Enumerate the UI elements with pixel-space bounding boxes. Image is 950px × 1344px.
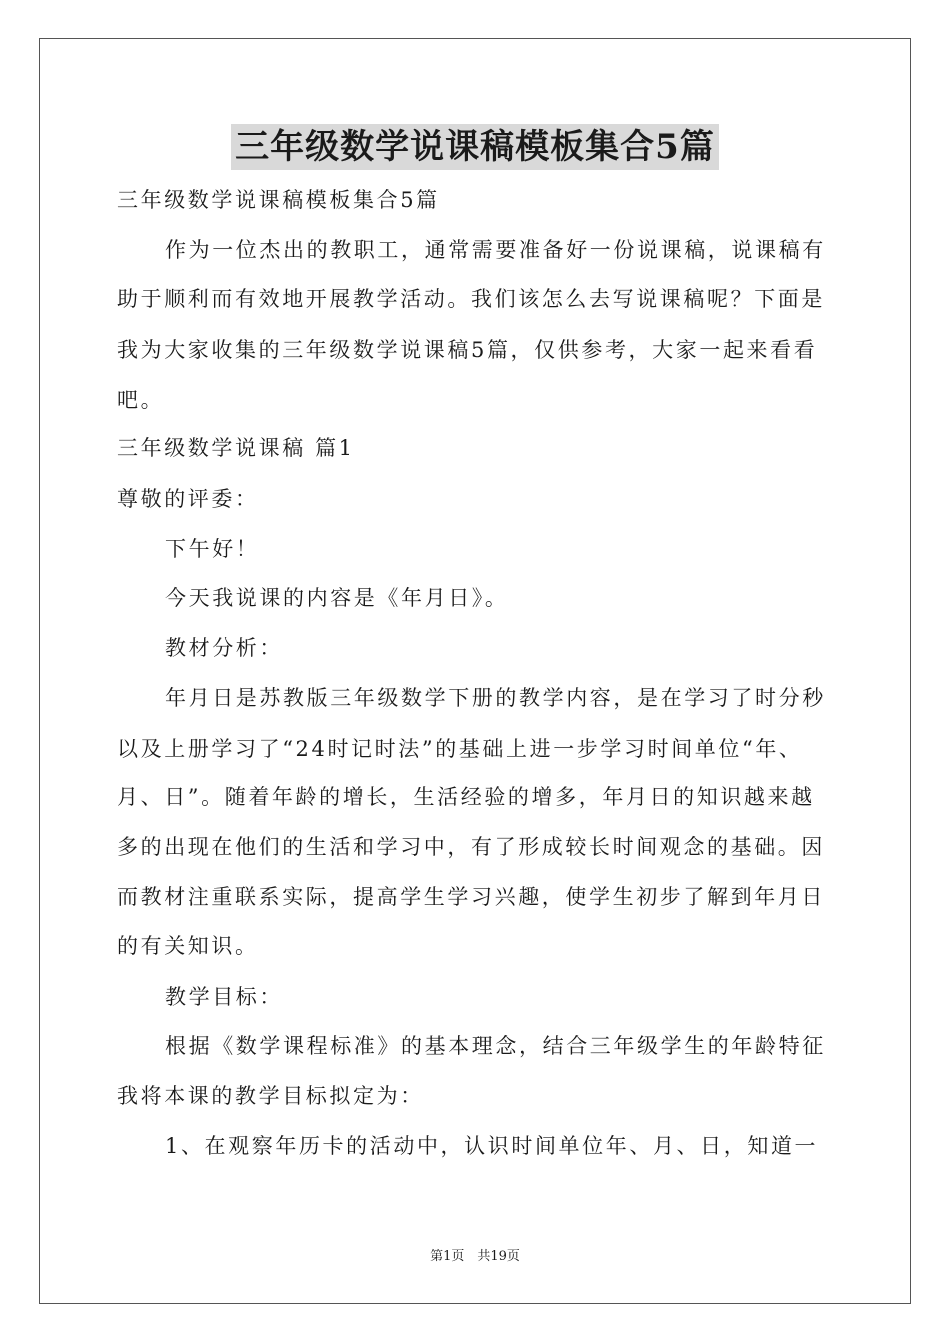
greeting-line: 下午好！ (165, 537, 260, 561)
paragraph-line: 助于顺利而有效地开展教学活动。我们该怎么去写说课稿呢？下面是 (117, 287, 825, 311)
paragraph-line: 年月日是苏教版三年级数学下册的教学内容，是在学习了时分秒 (165, 686, 826, 710)
paragraph-line: 1、在观察年历卡的活动中，认识时间单位年、月、日，知道一 (165, 1134, 819, 1158)
page-footer: 第1页 共19页 (430, 1249, 520, 1264)
paragraph-line: 多的出现在他们的生活和学习中，有了形成较长时间观念的基础。因 (117, 835, 825, 859)
salutation-line: 尊敬的评委： (117, 487, 259, 511)
document-title: 三年级数学说课稿模板集合5篇 (231, 124, 719, 170)
paragraph-line: 作为一位杰出的教职工，通常需要准备好一份说课稿，说课稿有 (165, 238, 826, 262)
section-heading: 三年级数学说课稿 篇1 (117, 436, 355, 460)
paragraph-line: 月、日”。随着年龄的增长，生活经验的增多，年月日的知识越来越 (117, 785, 815, 809)
subtitle-line: 三年级数学说课稿模板集合5篇 (117, 188, 440, 212)
paragraph-line: 吧。 (117, 388, 165, 412)
title-container (0, 124, 950, 170)
paragraph-line: 我为大家收集的三年级数学说课稿5篇，仅供参考，大家一起来看看 (117, 338, 818, 362)
subheading-line: 教材分析： (165, 636, 283, 660)
page-border (39, 38, 911, 1304)
subheading-line: 教学目标： (165, 985, 283, 1009)
paragraph-line: 的有关知识。 (117, 934, 259, 958)
paragraph-line: 根据《数学课程标准》的基本理念，结合三年级学生的年龄特征 (165, 1034, 826, 1058)
paragraph-line: 我将本课的教学目标拟定为： (117, 1084, 424, 1108)
paragraph-line: 今天我说课的内容是《年月日》。 (165, 586, 509, 610)
paragraph-line: 而教材注重联系实际，提高学生学习兴趣，使学生初步了解到年月日 (117, 885, 825, 909)
paragraph-line: 以及上册学习了“24时记时法”的基础上进一步学习时间单位“年、 (117, 737, 803, 761)
